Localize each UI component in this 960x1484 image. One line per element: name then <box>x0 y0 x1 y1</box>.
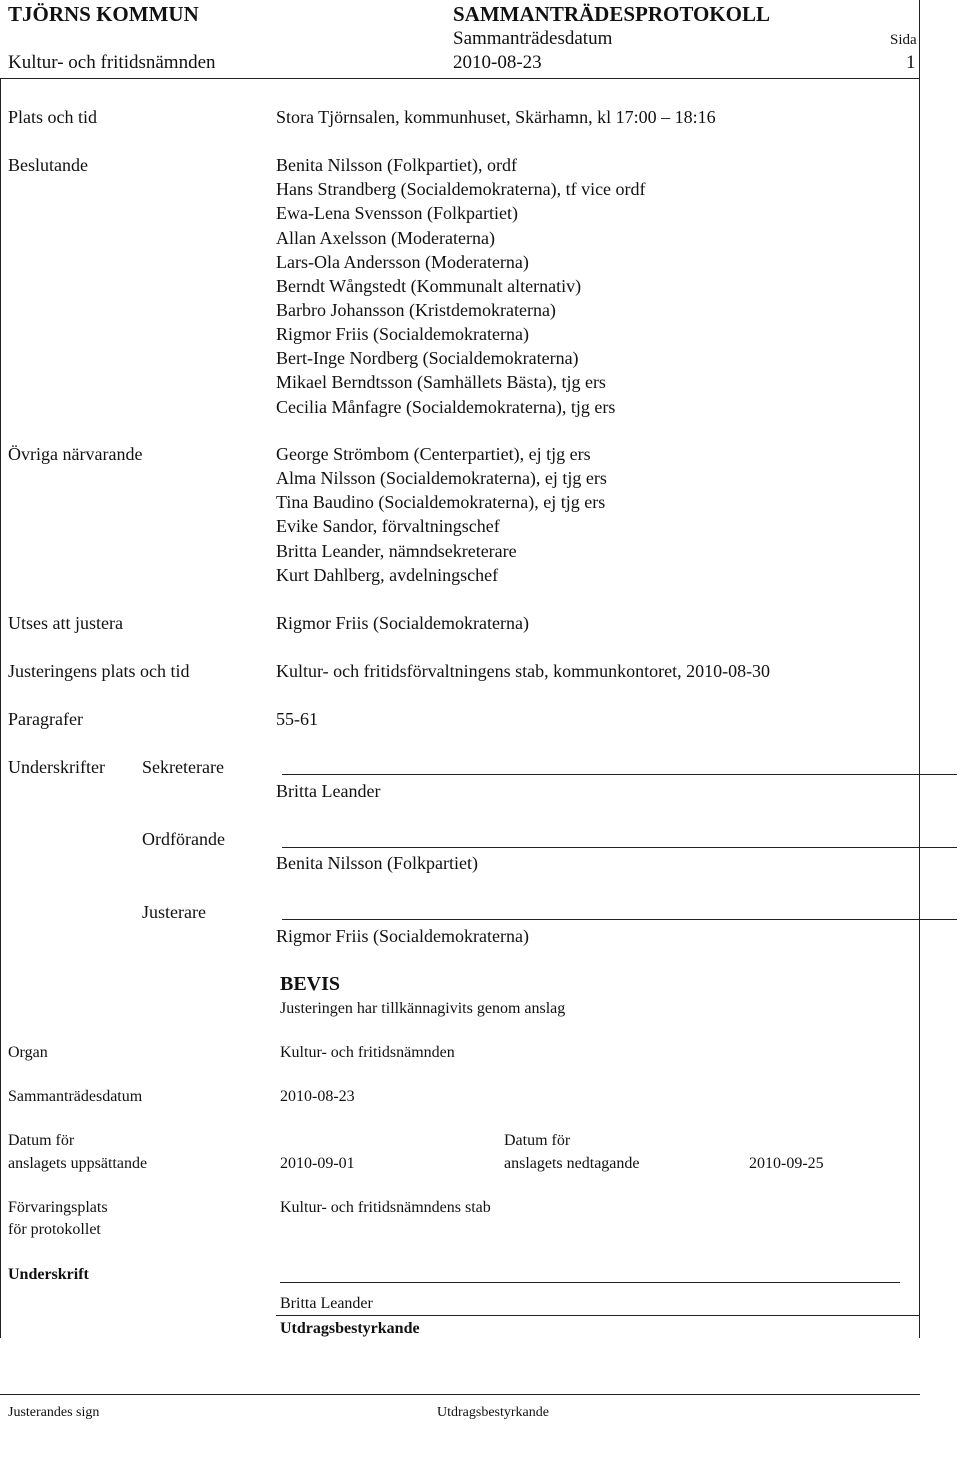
signature-label: Underskrift <box>8 1266 89 1283</box>
adjust-place-label: Justeringens plats och tid <box>8 661 190 681</box>
footer-divider <box>0 1394 920 1395</box>
certification-label: Utdragsbestyrkande <box>280 1320 420 1337</box>
list-item: Alma Nilsson (Socialdemokraterna), ej tjg ers <box>276 468 607 488</box>
list-item: Rigmor Friis (Socialdemokraterna) <box>276 324 529 344</box>
place-value: Stora Tjörnsalen, kommunhuset, Skärhamn, kl 17:00 – 18:16 <box>276 107 716 127</box>
page-number: 1 <box>906 52 916 73</box>
footer-certification-label: Utdragsbestyrkande <box>437 1405 549 1420</box>
deciding-label: Beslutande <box>8 155 88 175</box>
posted-value: 2010-09-01 <box>280 1155 355 1172</box>
org-name: TJÖRNS KOMMUN <box>8 2 199 26</box>
adjust-place-value: Kultur- och fritidsförvaltningens stab, kommunkontoret, 2010-08-30 <box>276 661 771 681</box>
removed-value: 2010-09-25 <box>749 1155 824 1172</box>
adjuster-value: Rigmor Friis (Socialdemokraterna) <box>276 613 529 633</box>
organ-label: Organ <box>8 1044 48 1061</box>
storage-label-line1: Förvaringsplats <box>8 1199 108 1216</box>
organ-value: Kultur- och fritidsnämnden <box>280 1044 455 1061</box>
document-type: SAMMANTRÄDESPROTOKOLL <box>453 2 770 26</box>
meeting-date: 2010-08-23 <box>453 52 542 73</box>
paragraphs-value: 55-61 <box>276 709 318 729</box>
header-divider <box>0 78 920 79</box>
list-item: Bert-Inge Nordberg (Socialdemokraterna) <box>276 348 579 368</box>
chair-name: Benita Nilsson (Folkpartiet) <box>276 853 478 873</box>
adjusters-sign-label: Justerandes sign <box>8 1405 100 1420</box>
page-label: Sida <box>890 32 917 48</box>
storage-value: Kultur- och fritidsnämndens stab <box>280 1199 491 1216</box>
bevis-signature-name: Britta Leander <box>280 1295 373 1312</box>
list-item: Tina Baudino (Socialdemokraterna), ej tjg ers <box>276 492 606 512</box>
left-border <box>0 78 1 1338</box>
list-item: Lars-Ola Andersson (Moderaterna) <box>276 252 529 272</box>
place-label: Plats och tid <box>8 107 97 127</box>
list-item: Ewa-Lena Svensson (Folkpartiet) <box>276 203 518 223</box>
paragraphs-label: Paragrafer <box>8 709 83 729</box>
list-item: Cecilia Månfagre (Socialdemokraterna), tjg ers <box>276 397 616 417</box>
list-item: Evike Sandor, förvaltningschef <box>276 516 500 536</box>
others-label: Övriga närvarande <box>8 444 143 464</box>
list-item: George Strömbom (Centerpartiet), ej tjg ers <box>276 444 591 464</box>
storage-label-line2: för protokollet <box>8 1221 101 1238</box>
meeting-date-bevis-label: Sammanträdesdatum <box>8 1088 143 1105</box>
board-name: Kultur- och fritidsnämnden <box>8 52 216 73</box>
list-item: Britta Leander, nämndsekreterare <box>276 541 517 561</box>
secretary-label: Sekreterare <box>142 757 224 777</box>
certification-divider <box>276 1315 920 1316</box>
chair-signature-line <box>282 847 957 848</box>
adjuster-label: Utses att justera <box>8 613 123 633</box>
list-item: Kurt Dahlberg, avdelningschef <box>276 565 499 585</box>
list-item: Berndt Wångstedt (Kommunalt alternativ) <box>276 276 582 296</box>
adjuster-sign-name: Rigmor Friis (Socialdemokraterna) <box>276 926 529 946</box>
adjuster-signature-line <box>282 919 957 920</box>
bevis-text: Justeringen har tillkännagivits genom anslag <box>280 1000 566 1017</box>
secretary-signature-line <box>282 774 957 775</box>
bevis-signature-line <box>280 1282 900 1283</box>
list-item: Barbro Johansson (Kristdemokraterna) <box>276 300 556 320</box>
signatures-label: Underskrifter <box>8 757 105 777</box>
meeting-date-bevis-value: 2010-08-23 <box>280 1088 355 1105</box>
adjuster-sign-label: Justerare <box>142 902 206 922</box>
list-item: Benita Nilsson (Folkpartiet), ordf <box>276 155 517 175</box>
posted-label-line2: anslagets uppsättande <box>8 1155 148 1172</box>
bevis-title: BEVIS <box>280 973 341 995</box>
list-item: Allan Axelsson (Moderaterna) <box>276 228 495 248</box>
secretary-name: Britta Leander <box>276 781 381 801</box>
removed-label-line2: anslagets nedtagande <box>504 1155 640 1172</box>
removed-label-line1: Datum för <box>504 1132 571 1149</box>
list-item: Hans Strandberg (Socialdemokraterna), tf vice ordf <box>276 179 646 199</box>
list-item: Mikael Berndtsson (Samhällets Bästa), tjg ers <box>276 372 606 392</box>
right-border <box>919 0 920 1338</box>
posted-label-line1: Datum för <box>8 1132 75 1149</box>
meeting-date-label: Sammanträdesdatum <box>453 28 613 49</box>
chair-label: Ordförande <box>142 829 225 849</box>
